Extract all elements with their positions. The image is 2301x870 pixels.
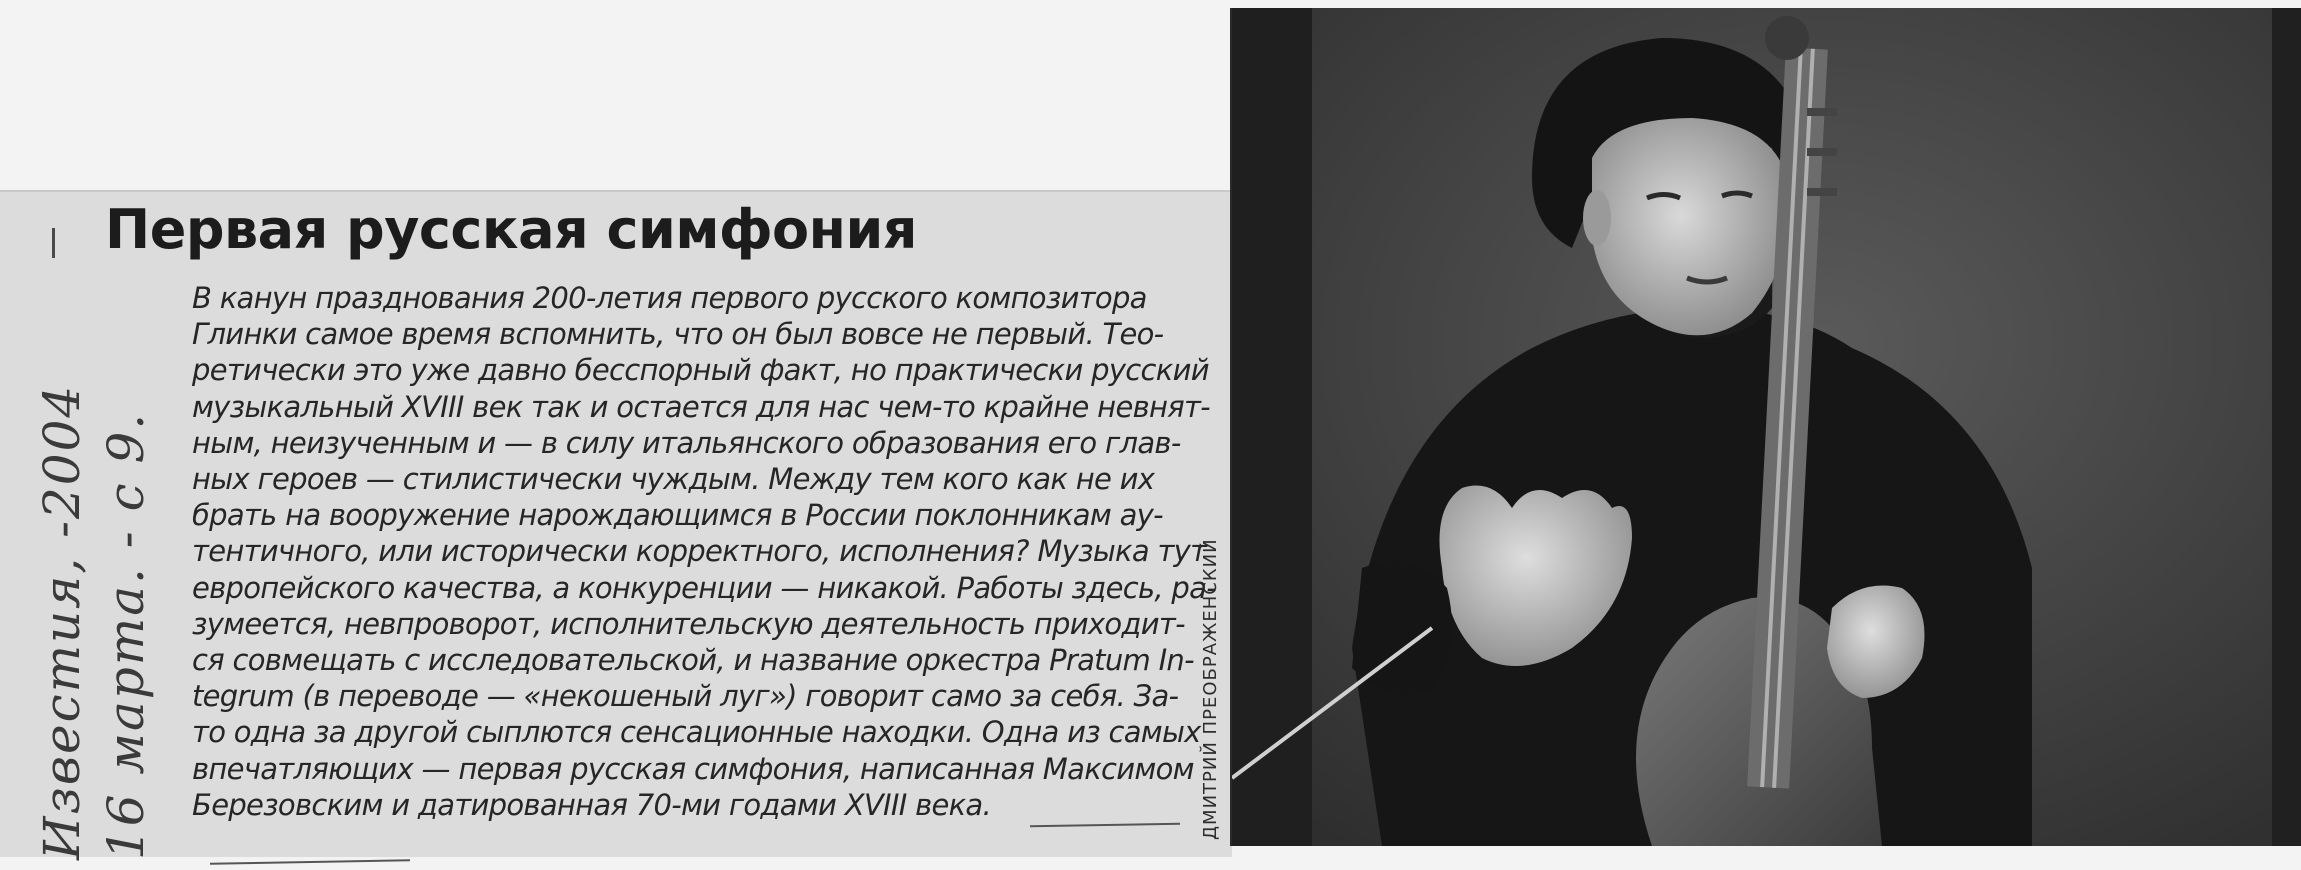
handwritten-note-line-2: 16 марта. - с 9. (97, 411, 155, 860)
handwritten-note-line-1: Известия, -2004 (33, 383, 91, 860)
article-body-line: музыкальный XVIII век так и остается для нас чем-то крайне невнят- (192, 389, 1210, 424)
article-body-line: В канун празднования 200-летия первого русского композитора (192, 281, 1147, 315)
article-body-line: tegrum (в переводе — «некошеный луг») говорит само за себя. За- (192, 679, 1179, 714)
article-body-line: ным, неизученным и — в силу итальянского образования его глав- (192, 425, 1181, 460)
handwritten-tick (52, 228, 55, 258)
article-body-line: ретически это уже давно бесспорный факт, но практически русский (192, 353, 1209, 388)
article-body-line: европейского качества, а конкуренции — никакой. Работы здесь, ра- (192, 570, 1216, 605)
article-body-line: ся совмещать с исследовательской, и название оркестра Pratum In- (192, 643, 1194, 678)
handwritten-note (30, 384, 158, 860)
pen-underline (210, 859, 410, 864)
article-body-line: Березовским и датированная 70-ми годами XVIII века. (192, 787, 992, 822)
article-headline: Первая русская симфония (105, 198, 917, 261)
article-body-line: Глинки самое время вспомнить, что он был вовсе не первый. Тео- (192, 317, 1164, 352)
photo-credit: ДМИТРИЙ ПРЕОБРАЖЕНСКИЙ (1200, 538, 1221, 840)
article-body-line: впечатляющих — первая русская симфония, написанная Максимом (192, 751, 1194, 786)
article-body-line: ных героев — стилистически чуждым. Между тем кого как не их (192, 462, 1155, 497)
article-body-line: то одна за другой сыплются сенсационные находки. Одна из самых (192, 715, 1201, 750)
article-body-line: брать на вооружение нарождающимся в России поклонникам ау- (192, 498, 1163, 533)
article-photo (1230, 8, 2301, 846)
article-body-line: тентичного, или исторически корректного, исполнения? Музыка тут (192, 534, 1207, 569)
photo-musician-with-viol (1232, 8, 2301, 846)
article-body-line: зумеется, невпроворот, исполнительскую деятельность приходит- (192, 606, 1185, 641)
